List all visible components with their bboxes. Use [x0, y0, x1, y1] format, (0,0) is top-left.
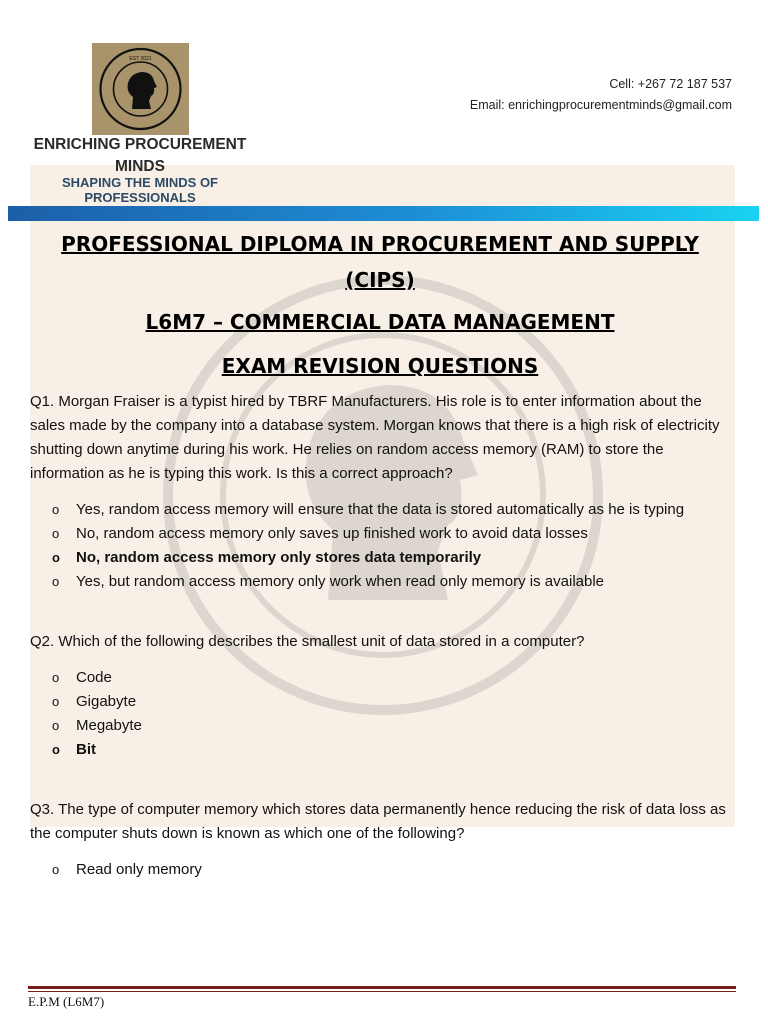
header-gradient-bar [8, 206, 759, 221]
circle-bullet-icon: o [52, 670, 60, 685]
option: o Read only memory [52, 858, 730, 882]
question-1: Q1. Morgan Fraiser is a typist hired by TBRF Manufacturers. His role is to enter information about the sales made by the company into a database system. Morgan knows that there is a high risk of electricity shutting down anytime during his work. He relies on random access memory (RAM) to store the information as he is typing this work. Is this a correct approach? [30, 393, 720, 482]
module-title: L6M7 – COMMERCIAL DATA MANAGEMENT [145, 310, 615, 334]
question-3: Q3. The type of computer memory which stores data permanently hence reducing the risk of data loss as the computer shuts down is known as which one of the following? [30, 801, 726, 842]
document-title: PROFESSIONAL DIPLOMA IN PROCUREMENT AND SUPPLY (CIPS) [61, 232, 699, 292]
contact-cell: Cell: +267 72 187 537 [609, 77, 732, 91]
brand-name: ENRICHING PROCUREMENT MINDS [33, 136, 247, 175]
option: o Yes, random access memory will ensure that the data is stored automatically as he is typing [52, 498, 730, 522]
section-title: EXAM REVISION QUESTIONS [221, 354, 539, 378]
question-2-options [30, 666, 730, 762]
option-correct: o No, random access memory only stores data temporarily [52, 546, 730, 570]
option: o Code [52, 666, 730, 690]
option: o Megabyte [52, 714, 730, 738]
circle-bullet-icon: o [52, 574, 60, 589]
circle-bullet-icon: o [52, 862, 60, 877]
circle-bullet-icon: o [52, 694, 60, 709]
option: o Gigabyte [52, 690, 730, 714]
footer-rule [28, 986, 736, 989]
footer-label: E.P.M (L6M7) [28, 994, 105, 1009]
option-correct: o Bit [52, 738, 730, 762]
contact-info [470, 74, 732, 116]
logo-year-text: EST 2021 [129, 56, 152, 62]
option: o Yes, but random access memory only work when read only memory is available [52, 570, 730, 594]
document-body [30, 226, 730, 882]
circle-bullet-icon: o [52, 550, 60, 565]
contact-email: Email: enrichingprocurementminds@gmail.com [469, 98, 732, 112]
circle-bullet-icon: o [52, 718, 60, 733]
circle-bullet-icon: o [52, 742, 60, 757]
question-2: Q2. Which of the following describes the smallest unit of data stored in a computer? [30, 633, 585, 650]
brand-tagline: SHAPING THE MINDS OF PROFESSIONALS [61, 175, 218, 205]
question-1-options [30, 498, 730, 594]
footer-rule-thin [28, 991, 736, 992]
circle-bullet-icon: o [52, 526, 60, 541]
circle-bullet-icon: o [52, 502, 60, 517]
question-3-options [30, 858, 730, 882]
brand-logo [92, 43, 189, 135]
option: o No, random access memory only saves up finished work to avoid data losses [52, 522, 730, 546]
